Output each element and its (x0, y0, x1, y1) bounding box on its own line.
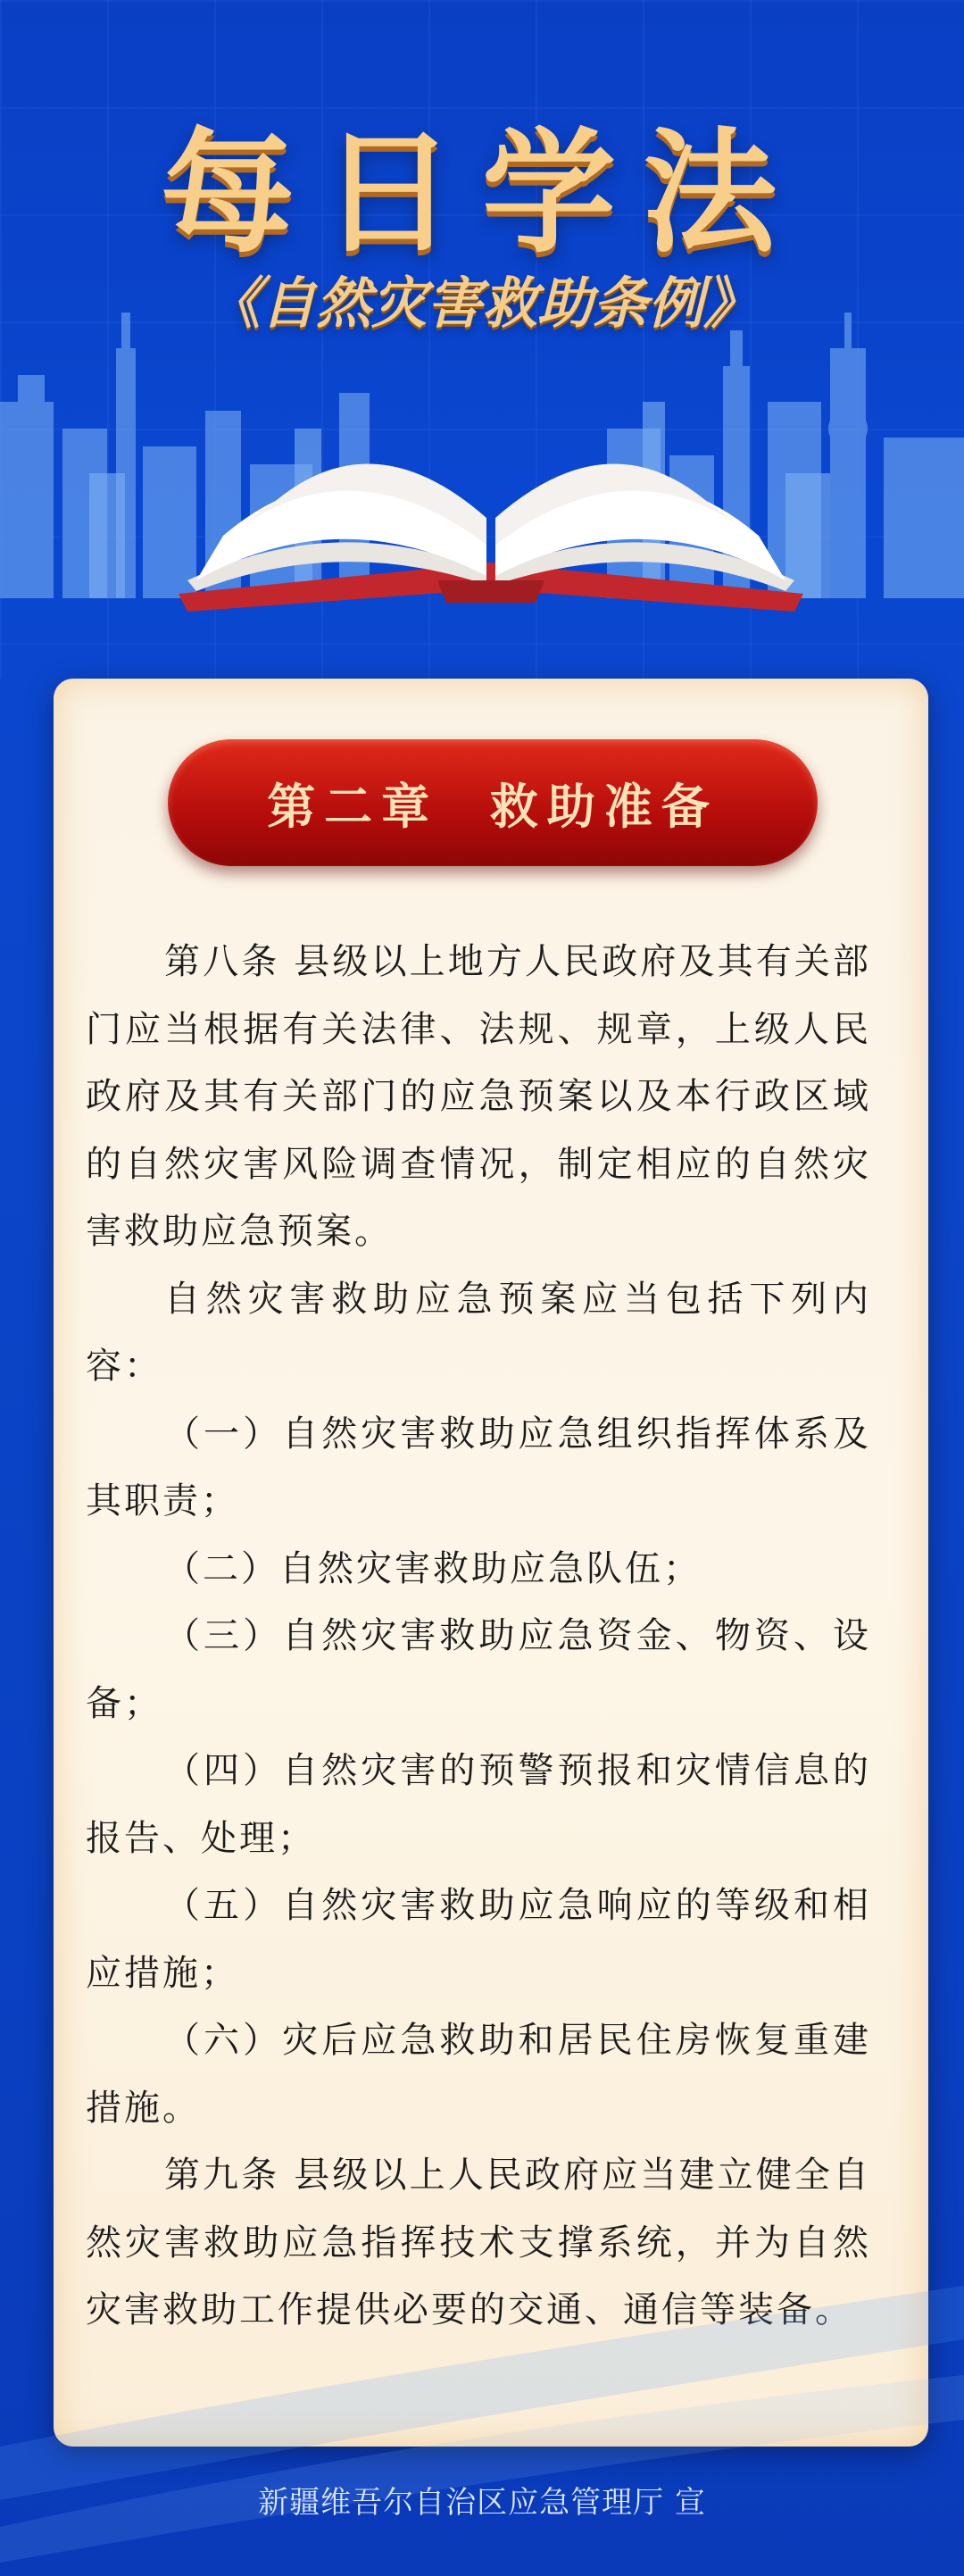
article-text (86, 929, 871, 2345)
article-9-paragraph: 第九条 县级以上人民政府应当建立健全自然灾害救助应急指挥技术支撑系统，并为自然灾害救助工作提供必要的交通、通信等装备。 (86, 2155, 871, 2330)
decorative-swoosh (0, 2268, 964, 2576)
publisher-credit: 新疆维吾尔自治区应急管理厅 宣 (258, 2485, 706, 2521)
list-item-4: （四）自然灾害的预警预报和灾情信息的报告、处理； (86, 1750, 871, 1859)
chapter-banner (168, 739, 818, 866)
list-item-1: （一）自然灾害救助应急组织指挥体系及其职责； (86, 1413, 871, 1521)
regulation-title: 《自然灾害救助条例》 (204, 271, 759, 336)
list-item-3: （三）自然灾害救助应急资金、物资、设备； (86, 1615, 871, 1724)
list-item-6: （六）灾后应急救助和居民住房恢复重建措施。 (86, 2020, 871, 2129)
article-8-contents-intro: 自然灾害救助应急预案应当包括下列内容： (86, 1278, 871, 1387)
list-item-2: （二）自然灾害救助应急队伍； (164, 1547, 702, 1589)
list-item-5: （五）自然灾害救助应急响应的等级和相应措施； (86, 1885, 871, 1994)
open-book-illustration (170, 402, 812, 616)
chapter-label: 第二章 救助准备 (267, 777, 719, 835)
page-title: 每日学法 (160, 114, 803, 271)
article-8-paragraph: 第八条 县级以上地方人民政府及其有关部门应当根据有关法律、法规、规章，上级人民政府及其有关部门的应急预案以及本行政区域的自然灾害风险调查情况，制定相应的自然灾害救助应急预案。 (86, 941, 871, 1252)
